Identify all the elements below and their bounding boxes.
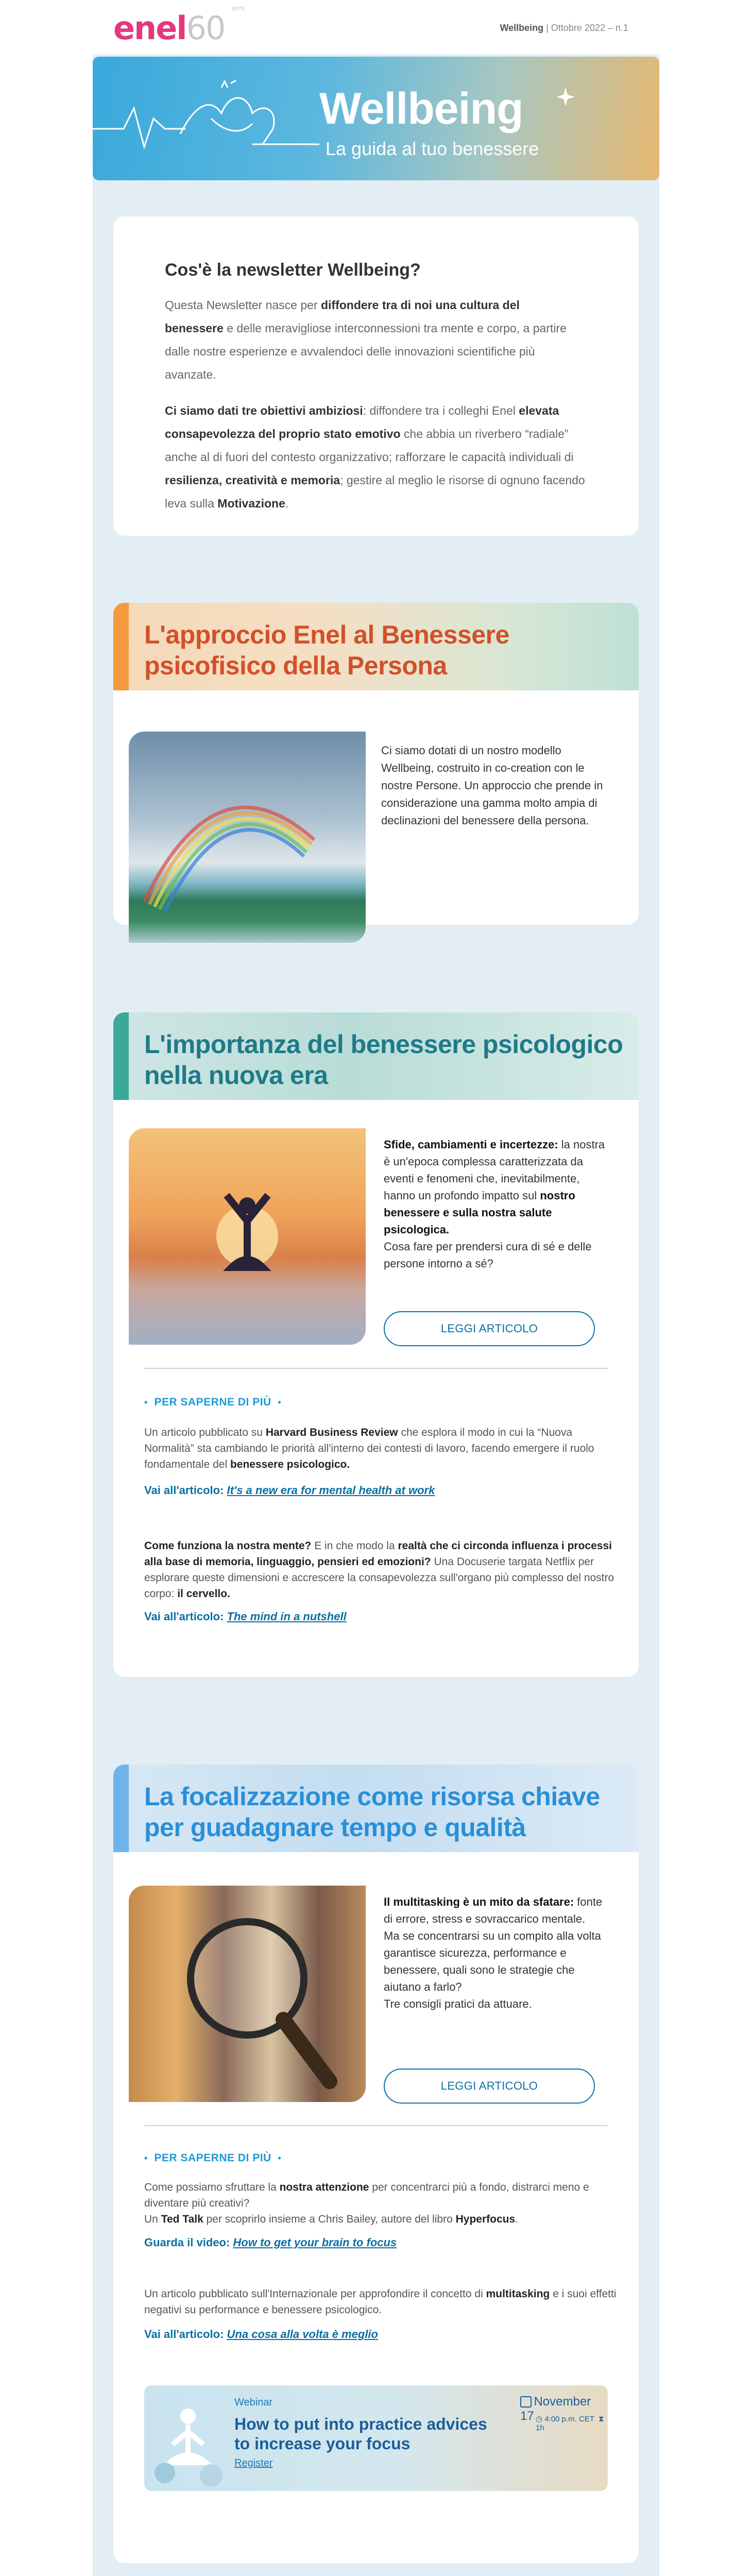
section-benessere-text: Sfide, cambiamenti e incertezze: la nostra è un'epoca complessa caratterizzata da eventi e fenomeni che, inevitabilmente, hanno un profondo impatto sul nostro benessere e sulla nostra salute psicologica. Cosa fare per prendersi cura di sé e delle persone intorno a sé? (384, 1138, 605, 1270)
hbr-article-link[interactable]: It's a new era for mental health at work (227, 1484, 435, 1497)
section-approccio-title: L'approccio Enel al Benessere psicofisico della Persona (144, 620, 509, 680)
webinar-title: How to put into practice advices to increase your focus (234, 2415, 487, 2453)
content-canvas (93, 54, 659, 2576)
meditation-image (129, 1128, 366, 1345)
hbr-article-link-row: Vai all'articolo: It's a new era for mental health at work (144, 1484, 435, 1497)
webinar-tag: Webinar (234, 2397, 273, 2408)
magnifying-glass-image (129, 1886, 366, 2102)
internazionale-article-text: Un articolo pubblicato sull'Internazionale per approfondire il concetto di multitasking e i suoi effetti negativi su performance e benessere psicologico. (144, 2288, 617, 2316)
intro-paragraph-1: Questa Newsletter nasce per diffondere tra di noi una cultura del benessere e delle meravigliose interconnessioni tra mente e corpo, a partire dalle nostre esperienze e avvalendoci delle innovazioni scientifiche più avanzate. (165, 298, 567, 381)
meditation-figure-icon (149, 2385, 227, 2491)
intro-paragraph-2: Ci siamo dati tre obiettivi ambiziosi: diffondere tra i colleghi Enel elevata consapevolezza del proprio stato emotivo che abbia un riverbero “radiale” anche al di fuori del contesto organizzativo; rafforzare le capacità individuali di resilienza, creatività e memoria; gestire al meglio le risorse di ognuno facendo leva sulla Motivazione. (165, 404, 585, 510)
netflix-docuserie-text: Come funziona la nostra mente? E in che modo la realtà che ci circonda influenza i processi alla base di memoria, linguaggio, pensieri ed emozioni? Una Docuserie targata Netflix per esplorare queste dimensioni e accrescere la consapevolezza sull'organo più complesso del nostro corpo: il cervello. (144, 1540, 614, 1600)
ted-hyperfocus-text: Come possiamo sfruttare la nostra attenzione per concentrarci più a fondo, distrarci meno e diventare più creativi? Un Ted Talk per scoprirlo insieme a Chris Bailey, autore del libro Hyperfocus. (144, 2181, 589, 2225)
clock-icon: ◷ (536, 2415, 543, 2424)
webinar-register-link[interactable]: Register (234, 2458, 273, 2469)
logo-anni-label: anni (232, 4, 245, 12)
section-approccio (113, 603, 639, 925)
calendar-icon (520, 2396, 532, 2408)
internazionale-link-row: Vai all'articolo: Una cosa alla volta è meglio (144, 2328, 378, 2341)
webinar-banner[interactable] (144, 2385, 608, 2491)
intro-card (113, 216, 639, 536)
section-focalizzazione-title: La focalizzazione come risorsa chiave per guadagnare tempo e qualità (144, 1782, 600, 1842)
ted-focus-video-link[interactable]: How to get your brain to focus (233, 2236, 397, 2249)
netflix-link-row: Vai all'articolo: The mind in a nutshell (144, 1610, 347, 1623)
hands-heartbeat-illustration (93, 57, 319, 180)
leggi-articolo-button[interactable]: LEGGI ARTICOLO (384, 2069, 595, 2104)
section-focalizzazione (113, 1765, 639, 2563)
section-benessere-psicologico (113, 1012, 639, 1677)
per-saperne-di-piu-label: • PER SAPERNE DI PIÙ • (144, 1396, 282, 1408)
internazionale-article-link[interactable]: Una cosa alla volta è meglio (227, 2328, 378, 2341)
divider (144, 1368, 608, 1369)
newsletter (93, 0, 659, 2576)
hero-title: Wellbeing (319, 84, 523, 133)
top-bar (93, 0, 659, 54)
section-approccio-text: Ci siamo dotati di un nostro modello Wellbeing, costruito in co-creation con le nostre Persone. Un approccio che prende in considerazione una gamma molto ampia di declinazioni del benessere della persona. (381, 744, 603, 827)
magnifier-graphic (129, 1886, 366, 2102)
intro-title: Cos'è la newsletter Wellbeing? (165, 260, 421, 280)
leggi-articolo-button[interactable]: LEGGI ARTICOLO (384, 1311, 595, 1346)
issue-label: Wellbeing | Ottobre 2022 – n.1 (500, 23, 628, 33)
webinar-date: November 17 (520, 2395, 591, 2423)
ted-focus-link-row: Guarda il video: How to get your brain to focus (144, 2236, 397, 2249)
per-saperne-di-piu-label: • PER SAPERNE DI PIÙ • (144, 2152, 282, 2164)
rainbow-graphic (129, 732, 366, 943)
section-approccio-header (113, 603, 639, 690)
divider (144, 2125, 608, 2126)
section-benessere-title: L'importanza del benessere psicologico nella nuova era (144, 1030, 623, 1090)
netflix-docuserie-link[interactable]: The mind in a nutshell (227, 1610, 347, 1623)
enel-60-logo: enel60 (113, 9, 225, 47)
meditation-silhouette (129, 1128, 366, 1345)
section-focalizzazione-text: Il multitasking è un mito da sfatare: fonte di errore, stress e sovraccarico mentale. Ma se concentrarsi su un compito alla volta garantisce sicurezza, performance e benessere, quali sono le strategie che aiutano a farlo? Tre consigli pratici da attuare. (384, 1895, 603, 2010)
hero-subtitle: La guida al tuo benessere (326, 138, 539, 159)
section-benessere-header (113, 1012, 639, 1100)
hero-banner (93, 57, 659, 180)
hourglass-icon: ⧗ (599, 2415, 604, 2424)
sparkle-icon (555, 87, 576, 107)
hbr-article-text: Un articolo pubblicato su Harvard Business Review che esplora il modo in cui la “Nuova Normalità” sta cambiando le priorità all'interno dei contesti di lavoro, facendo emergere il ruolo fondamentale del benessere psicologico. (144, 1427, 594, 1470)
rainbow-image (129, 732, 366, 943)
webinar-time-row: ◷ 4:00 p.m. CET ⧗ 1h (536, 2415, 604, 2432)
section-focalizzazione-header (113, 1765, 639, 1852)
